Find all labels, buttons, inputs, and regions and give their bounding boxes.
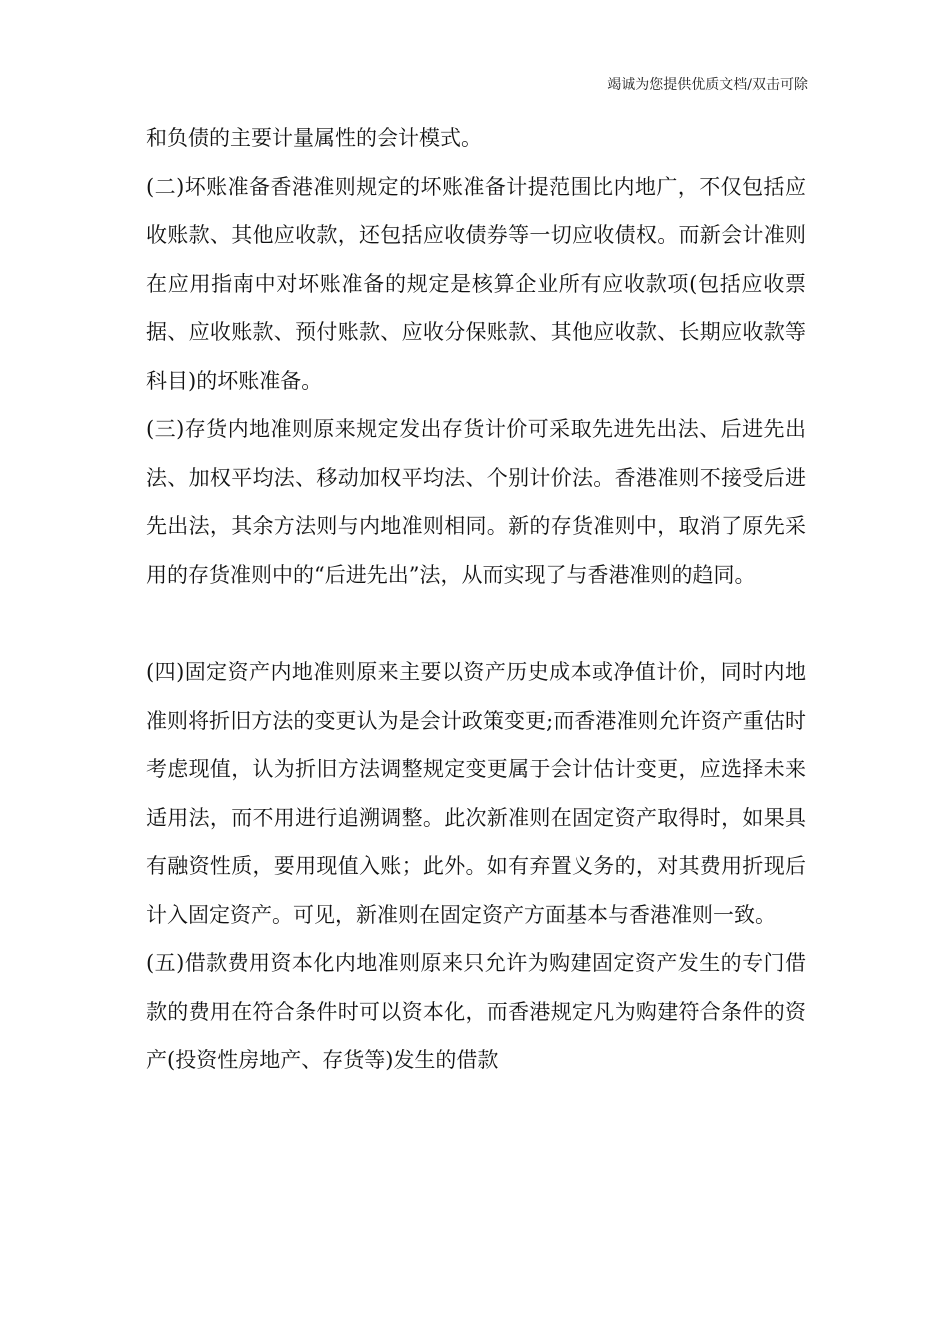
paragraph-fixed-assets: (四)固定资产内地准则原来主要以资产历史成本或净值计价，同时内地准则将折旧方法的变更认为是会计政策变更;而香港准则允许资产重估时考虑现值，认为折旧方法调整规定变更属于会计估计变更，应选择未来适用法，而不用进行追溯调整。此次新准则在固定资产取得时，如果具有融资性质，要用现值入账；此外。如有弃置义务的，对其费用折现后计入固定资产。可见，新准则在固定资产方面基本与香港准则一致。 [146,660,806,927]
paragraph-borrowing-costs: (五)借款费用资本化内地准则原来只允许为购建固定资产发生的专门借款的费用在符合条件时可以资本化，而香港规定凡为购建符合条件的资产(投资性房地产、存货等)发生的借款 [146,951,806,1072]
header-note: 竭诚为您提供优质文档/双击可除 [607,77,808,93]
paragraph-inventory: (三)存货内地准则原来规定发出存货计价可采取先进先出法、后进先出法、加权平均法、移动加权平均法、个别计价法。香港准则不接受后进先出法，其余方法则与内地准则相同。新的存货准则中，取消了原先采用的存货准则中的“后进先出”法，从而实现了与香港准则的趋同。 [146,417,806,587]
paragraph-bad-debt-provision: (二)坏账准备香港准则规定的坏账准备计提范围比内地广，不仅包括应收账款、其他应收款，还包括应收债券等一切应收债权。而新会计准则在应用指南中对坏账准备的规定是核算企业所有应收款项(包括应收票据、应收账款、预付账款、应收分保账款、其他应收款、长期应收款等科目)的坏账准备。 [146,174,806,393]
document-body [146,114,806,1085]
paragraph-measurement-attributes: 和负债的主要计量属性的会计模式。 [146,126,482,150]
paragraph-gap [146,599,806,648]
